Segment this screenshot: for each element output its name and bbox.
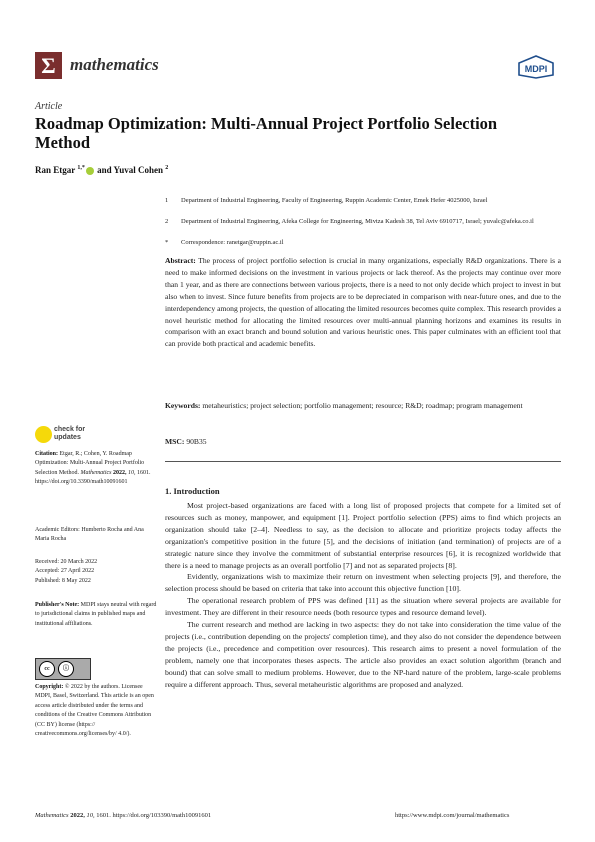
paragraph: Evidently, organizations wish to maximize their return on investment when selecting projects [9], and therefore, the selection process should be based on criteria that take into account this objective function [10]. <box>165 572 561 594</box>
affiliation-number: 1 <box>165 197 169 204</box>
cc-icon: cc <box>39 661 55 677</box>
orcid-icon[interactable] <box>86 167 94 175</box>
affiliation-number: 2 <box>165 218 169 225</box>
mdpi-logo <box>516 55 556 79</box>
author-2: Yuval Cohen <box>113 165 163 175</box>
citation-volume: 10, <box>128 469 136 476</box>
publisher-note-label: Publisher's Note: <box>35 602 80 608</box>
copyright-block <box>35 683 157 739</box>
author-joiner: and <box>97 165 112 175</box>
svg-text:MDPI: MDPI <box>524 64 548 74</box>
author-1-affiliation: 1,* <box>77 165 85 171</box>
abstract-label: Abstract: <box>165 256 196 265</box>
publisher-note <box>35 601 157 629</box>
journal-name: mathematics <box>70 55 159 74</box>
affiliation-2 <box>165 217 581 226</box>
accepted-date: Accepted: 27 April 2022 <box>35 568 95 575</box>
dates-block <box>35 558 157 586</box>
footer-url[interactable]: https://www.mdpi.com/journal/mathematics <box>395 812 510 819</box>
affiliation-1 <box>165 196 581 205</box>
affiliation-number: * <box>165 239 169 246</box>
author-list <box>35 165 168 175</box>
check-for-updates-line1[interactable]: check for <box>54 426 86 433</box>
section-body <box>165 500 561 691</box>
footer-doi[interactable]: 1601. https://doi.org/103390/math10091601 <box>96 812 212 819</box>
article-type: Article <box>35 101 63 112</box>
citation-journal: Mathematics <box>80 469 112 476</box>
keywords-text: metaheuristics; project selection; portfolio management; resource; R&D; roadmap; program management <box>202 401 523 410</box>
citation-year: 2022, <box>113 469 127 476</box>
author-1: Ran Etgar <box>35 165 76 175</box>
copyright-label: Copyright: <box>35 684 64 690</box>
author-2-affiliation: 2 <box>165 165 169 171</box>
citation-label: Citation: <box>35 451 58 457</box>
publisher-note-text: MDPI stays neutral with regard to jurisdictional claims in published maps and institutional affiliations. <box>35 602 157 627</box>
paragraph: The operational research problem of PPS was defined [11] as the situation where several projects are available for investment. They are different in their resource needs (both resource types and resource demand level). <box>165 596 561 618</box>
cc-license-badge[interactable] <box>35 658 91 680</box>
citation-block <box>35 450 157 488</box>
footer-year: 2022, <box>70 812 85 819</box>
msc-label: MSC: <box>165 437 185 446</box>
msc-text: 90B35 <box>186 437 207 446</box>
section-heading: 1. Introduction <box>165 486 220 496</box>
paragraph: The current research and method are lacking in two aspects: they do not take into consideration the time value of the projects (i.e., contribution depending on the projects' completion time), and they also do not consider the dependence between the projects (i.e., precedence and competition over resources). This research aims to present a novel formulation of the problem, namely one that incorporates theses aspects. The article also provides an exact solution algorithm (branch and bound) that can solve small to medium problems. However, due to the NP-hard nature of the problem, large-scale problems require a different approach. Thus, several metaheuristic algorithms are proposed and analyzed. <box>165 620 561 689</box>
abstract <box>165 255 561 350</box>
correspondence <box>165 238 581 247</box>
affiliation-text: Department of Industrial Engineering, Faculty of Engineering, Ruppin Academic Center, Emek Hefer 4025000, Israel <box>181 197 488 204</box>
published-date: Published: 8 May 2022 <box>35 577 91 584</box>
keywords <box>165 400 561 412</box>
citation-doi[interactable]: 1601. https://doi.org/10.3390/math10091601 <box>35 469 151 486</box>
msc <box>165 437 207 446</box>
paragraph: Most project-based organizations are faced with a long list of proposed projects that compete for a limited set of resources such as money, manpower, and equipment [1]. Project portfolio selection (PPS) aims to find which projects an organization should take [2–4]. Needless to say, as the decision to allocate and prioritize projects today affects the organization's competitive position in the future [5], and the decisions of initiation (and termination) of projects are of a strategic nature since they involve the commitment of substantial enterprise resources [6], it is recognized worldwide that there is a need to manage projects as an overall portfolio [7] and not as separated projects [8]. <box>165 501 561 570</box>
check-for-updates-icon[interactable] <box>35 426 52 443</box>
abstract-text: The process of project portfolio selection is crucial in many organizations, especially R&D organizations. There is a need to make informed decisions on the investment in various projects or lack thereof. As the projects may continue over more than 1 year, and as there are connections between various projects, there is a need to not only decide which project to invest in but also when to invest. Since future benefits from projects are to be depreciated in comparison with near-future ones, and due to the interdependency among projects, the question of allocating the limited resources becomes quite complex. This research provides a novel heuristic method for allocating the limited resources over multi-annual planning horizons and examines its results in comparison with an exact branch and bound solution and various heuristic ones. This paper culminates with an efficient tool that can provide both practical and academic benefits. <box>165 256 561 349</box>
footer-citation <box>35 812 211 819</box>
copyright-text: © 2022 by the authors. Licensee MDPI, Basel, Switzerland. This article is an open access article distributed under the terms and conditions of the Creative Commons Attribution (CC BY) license (https:// creativecommons.org/licenses/by/ 4.0/). <box>35 684 154 738</box>
citation-text: Etgar, R.; Cohen, Y. Roadmap Optimization: Multi-Annual Project Portfolio Selection Method. <box>35 451 145 476</box>
affiliation-text: Correspondence: ranetgar@ruppin.ac.il <box>181 239 284 246</box>
attribution-icon: ⓘ <box>58 661 74 677</box>
academic-editors: Academic Editors: Humberto Rocha and Ana Maria Rocha <box>35 527 144 543</box>
section-divider <box>165 461 561 462</box>
journal-logo: Σ <box>35 52 62 79</box>
affiliation-text: Department of Industrial Engineering, Afeka College for Engineering, Mivtza Kadesh 38, Tel Aviv 6910717, Israel; yuvalc@afeka.co.il <box>181 218 534 225</box>
keywords-label: Keywords: <box>165 401 201 410</box>
footer-volume: 10, <box>86 812 95 819</box>
received-date: Received: 20 March 2022 <box>35 559 98 565</box>
paper-title: Roadmap Optimization: Multi-Annual Project Portfolio Selection Method <box>35 114 498 152</box>
check-for-updates-line2[interactable]: updates <box>54 434 81 441</box>
footer-journal: Mathematics <box>35 812 69 819</box>
